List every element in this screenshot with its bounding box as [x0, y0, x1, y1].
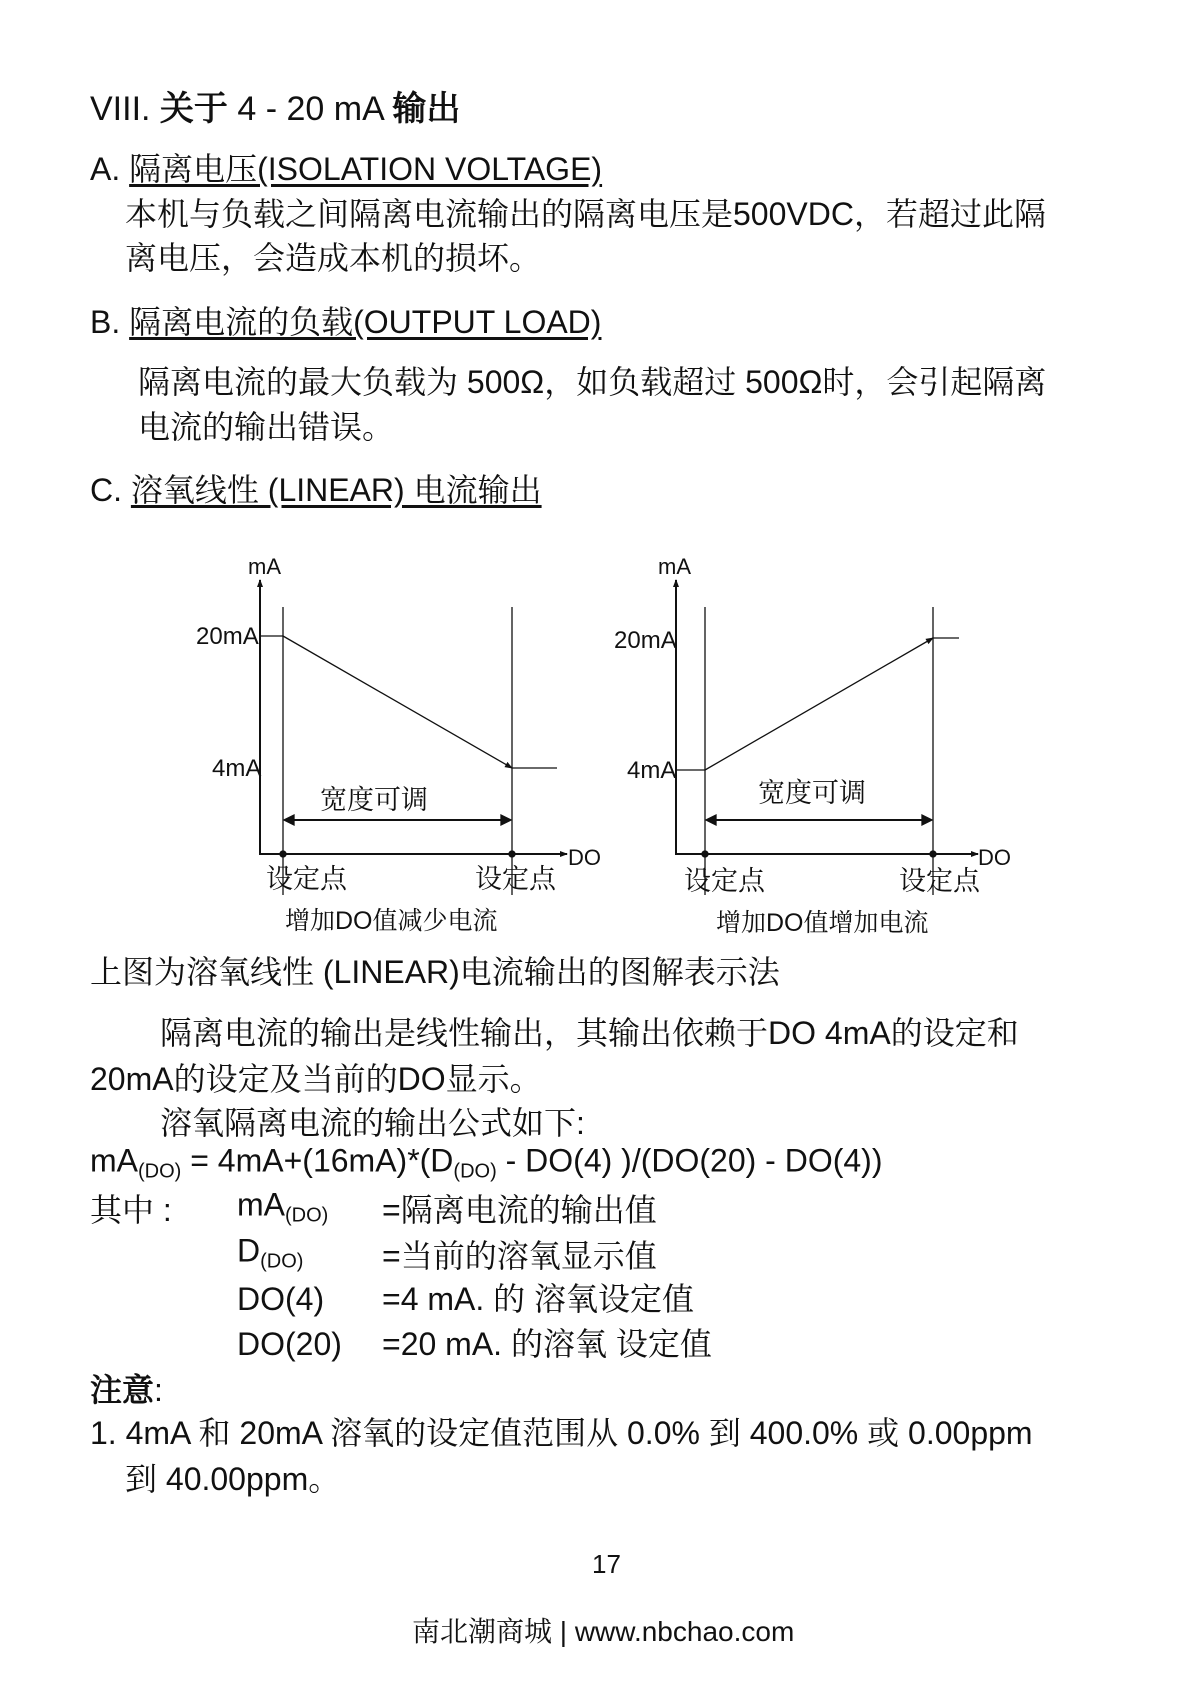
where-def: =4 mA. 的 溶氧设定值: [382, 1281, 695, 1317]
setpoint-dot: [509, 851, 515, 857]
heading-b-label: B.: [90, 304, 121, 340]
label-4ma: 4mA: [627, 757, 677, 784]
heading-a: [90, 149, 602, 189]
label-20ma: 20mA: [196, 623, 259, 650]
diagram-decreasing: [260, 580, 567, 895]
term-sub: (DO): [285, 1204, 329, 1227]
heading-b-text: 隔离电流的负载(OUTPUT LOAD): [129, 304, 602, 340]
linear-output-diagrams: [0, 540, 1200, 940]
note-line: 1. 4mA 和 20mA 溶氧的设定值范围从 0.0% 到 400.0% 或 0.00ppm: [90, 1415, 1033, 1451]
formula-intro: 溶氧隔离电流的输出公式如下:: [160, 1105, 585, 1141]
heading-b: [90, 302, 601, 342]
term-sub: (DO): [260, 1250, 304, 1273]
diagram-increasing: [676, 580, 978, 895]
y-axis-label: mA: [658, 554, 691, 579]
where-def: =20 mA. 的溶氧 设定值: [382, 1326, 712, 1362]
section-number: VIII.: [90, 90, 151, 128]
title-pre: 关于: [159, 90, 228, 128]
note-colon: :: [154, 1372, 163, 1408]
formula: [90, 1141, 882, 1192]
where-term: DO(4): [237, 1281, 325, 1317]
output-line: [705, 638, 933, 770]
where-term: [237, 1185, 328, 1236]
setpoint-label-1: 设定点: [684, 866, 765, 896]
setpoint-dot: [930, 851, 936, 857]
para-line: 20mA的设定及当前的DO显示。: [90, 1061, 542, 1097]
formula-part: - DO(4) )/(DO(20) - DO(4)): [496, 1142, 883, 1179]
note-label: 注意: [90, 1372, 155, 1408]
heading-a-label: A.: [90, 151, 121, 187]
section-title: [90, 89, 460, 129]
setpoint-dot: [702, 851, 708, 857]
formula-sub: (DO): [138, 1160, 182, 1183]
span-label: 宽度可调: [758, 778, 866, 808]
figure-caption: 上图为溶氧线性 (LINEAR)电流输出的图解表示法: [90, 954, 780, 990]
where-label: 其中 :: [90, 1192, 172, 1228]
title-post: 输出: [392, 90, 461, 128]
heading-a-text: 隔离电压(ISOLATION VOLTAGE): [129, 151, 603, 187]
formula-part: = 4mA+(16mA)*(D: [181, 1142, 454, 1179]
diagram-caption: 增加DO值增加电流: [716, 909, 929, 937]
para-a-line: 离电压，会造成本机的损坏。: [125, 240, 542, 276]
page-number: 17: [592, 1549, 621, 1579]
formula-part: mA: [90, 1142, 138, 1179]
setpoint-dot: [280, 851, 286, 857]
heading-c-text: 溶氧线性 (LINEAR) 电流输出: [130, 472, 542, 508]
label-20ma: 20mA: [614, 627, 677, 654]
para-b-line: 电流的输出错误。: [138, 409, 395, 445]
span-label: 宽度可调: [320, 785, 428, 815]
note-heading: [90, 1370, 163, 1410]
para-a-line: 本机与负载之间隔离电流输出的隔离电压是500VDC，若超过此隔: [125, 196, 1046, 232]
term: mA: [237, 1186, 285, 1223]
y-axis-label: mA: [248, 554, 281, 579]
title-mid: 4 - 20 mA: [237, 90, 383, 128]
where-term: [237, 1231, 303, 1282]
setpoint-label-2: 设定点: [899, 866, 980, 896]
where-term: DO(20): [237, 1326, 342, 1362]
term: D: [237, 1232, 261, 1269]
output-line: [283, 636, 512, 768]
heading-c-label: C.: [90, 472, 122, 508]
footer-watermark: 南北潮商城 | www.nbchao.com: [412, 1616, 795, 1647]
note-line: 到 40.00ppm。: [125, 1461, 341, 1497]
diagram-caption: 增加DO值减少电流: [285, 907, 498, 935]
where-def: =当前的溶氧显示值: [382, 1238, 657, 1274]
where-def: =隔离电流的输出值: [382, 1192, 657, 1228]
formula-sub: (DO): [453, 1160, 497, 1183]
para-line: 隔离电流的输出是线性输出，其输出依赖于DO 4mA的设定和: [160, 1015, 1019, 1051]
x-axis-label: DO: [978, 845, 1011, 870]
label-4ma: 4mA: [212, 755, 262, 782]
para-b-line: 隔离电流的最大负载为 500Ω，如负载超过 500Ω时，会引起隔离: [138, 364, 1047, 400]
setpoint-label-2: 设定点: [475, 864, 556, 894]
heading-c: [90, 470, 542, 510]
setpoint-label-1: 设定点: [266, 864, 347, 894]
x-axis-label: DO: [568, 845, 601, 870]
